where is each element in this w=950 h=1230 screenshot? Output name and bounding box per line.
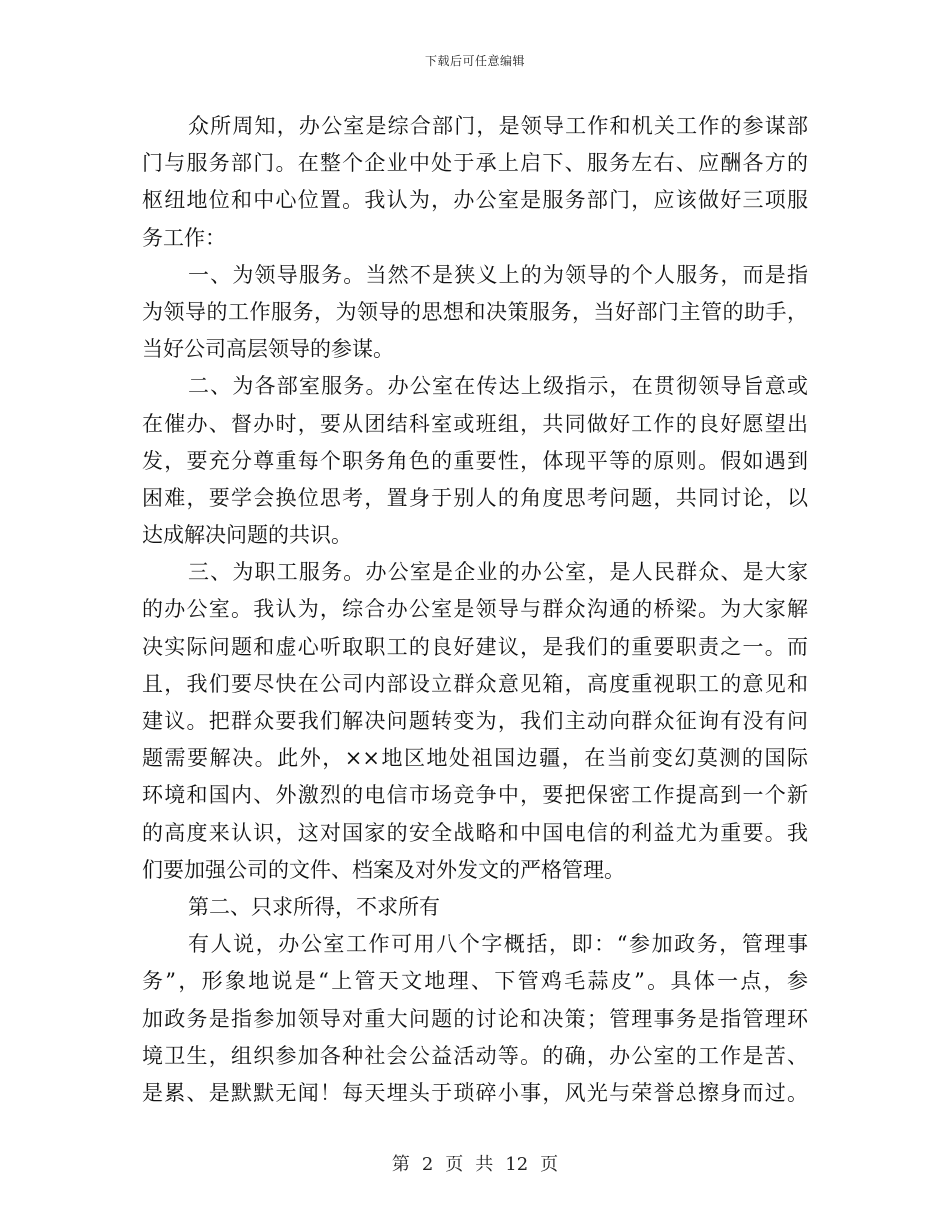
footer-prefix: 第 — [391, 1154, 410, 1175]
text-line: 建议。把群众要我们解决问题转变为，我们主动向群众征询有没有问 — [142, 709, 808, 733]
paragraph — [142, 108, 808, 257]
paragraph — [142, 554, 808, 889]
text-line: 枢纽地位和中心位置。我认为，办公室是服务部门，应该做好三项服 — [142, 188, 808, 213]
footer-page-word: 页 — [445, 1154, 464, 1175]
text-line: 加政务是指参加领导对重大问题的讨论和决策；管理事务是指管理环 — [142, 1006, 808, 1031]
footer-suffix: 页 — [540, 1154, 559, 1175]
footer-total-word: 共 — [475, 1154, 494, 1175]
text-line: 众所周知，办公室是综合部门，是领导工作和机关工作的参谋部 — [188, 114, 808, 138]
text-line: 务工作： — [142, 225, 226, 250]
text-line: 环境和国内、外激烈的电信市场竞争中，要把保密工作提高到一个新 — [142, 783, 808, 808]
document-body — [142, 108, 808, 1112]
text-line: 困难，要学会换位思考，置身于别人的角度思考问题，共同讨论，以 — [142, 485, 808, 510]
paragraph — [142, 926, 808, 1112]
text-line: 达成解决问题的共识。 — [142, 523, 352, 548]
text-line: 二、为各部室服务。办公室在传达上级指示，在贯彻领导旨意或 — [188, 374, 808, 399]
text-line: 们要加强公司的文件、档案及对外发文的严格管理。 — [142, 857, 625, 882]
total-pages-number: 12 — [505, 1154, 529, 1175]
text-line: 为领导的工作服务，为领导的思想和决策服务，当好部门主管的助手， — [142, 299, 808, 324]
section-heading — [142, 889, 808, 926]
text-line: 境卫生，组织参加各种社会公益活动等。的确，办公室的工作是苦、 — [142, 1043, 808, 1068]
text-line: 的办公室。我认为，综合办公室是领导与群众沟通的桥梁。为大家解 — [142, 597, 808, 622]
text-line: 是累、是默默无闻！每天埋头于琐碎小事，风光与荣誉总擦身而过。 — [142, 1080, 808, 1105]
text-line: 在催办、督办时，要从团结科室或班组，共同做好工作的良好愿望出 — [142, 411, 808, 436]
text-line: 一、为领导服务。当然不是狭义上的为领导的个人服务，而是指 — [188, 262, 808, 287]
text-line: 务”，形象地说是“上管天文地理、下管鸡毛蒜皮”。具体一点，参 — [142, 969, 808, 994]
text-line: 且，我们要尽快在公司内部设立群众意见箱，高度重视职工的意见和 — [142, 671, 808, 696]
text-line: 有人说，办公室工作可用八个字概括，即：“参加政务，管理事 — [188, 932, 808, 957]
text-line: 门与服务部门。在整个企业中处于承上启下、服务左右、应酬各方的 — [142, 151, 808, 176]
text-line: 第二、只求所得，不求所有 — [188, 894, 440, 919]
paragraph — [142, 368, 808, 554]
text-line: 题需要解决。此外，××地区地处祖国边疆，在当前变幻莫测的国际 — [142, 746, 808, 771]
text-line: 当好公司高层领导的参谋。 — [142, 337, 394, 362]
paragraph — [142, 257, 808, 369]
page-header: 下载后可任意编辑 — [424, 54, 525, 68]
text-line: 的高度来认识，这对国家的安全战略和中国电信的利益尤为重要。我 — [142, 820, 808, 845]
text-line: 发，要充分尊重每个职务角色的重要性，体现平等的原则。假如遇到 — [142, 448, 808, 473]
page-footer — [0, 1150, 950, 1176]
current-page-number: 2 — [421, 1154, 434, 1175]
text-line: 决实际问题和虚心听取职工的良好建议，是我们的重要职责之一。而 — [142, 634, 808, 659]
text-line: 三、为职工服务。办公室是企业的办公室，是人民群众、是大家 — [188, 560, 808, 585]
